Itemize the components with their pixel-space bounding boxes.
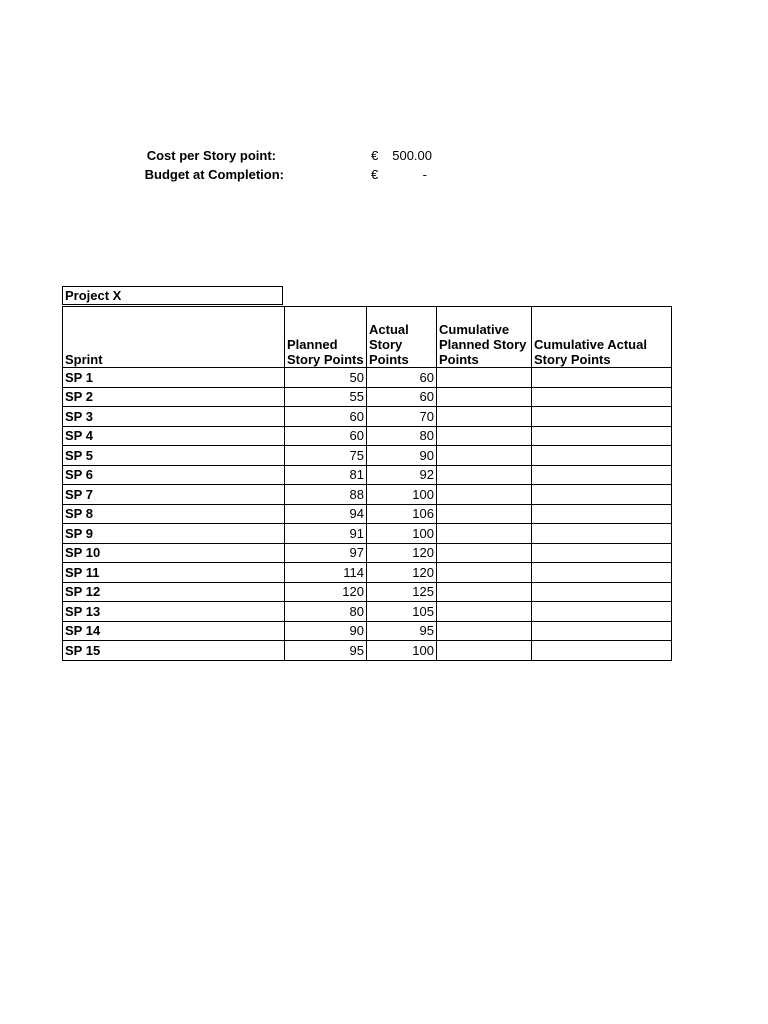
project-title-cell: Project X xyxy=(62,286,283,305)
planned-story-points-cell: 94 xyxy=(285,504,367,524)
cumulative-planned-cell xyxy=(437,446,532,466)
planned-story-points-cell: 88 xyxy=(285,485,367,505)
cumulative-actual-cell xyxy=(532,387,672,407)
sprint-cell: SP 13 xyxy=(63,602,285,622)
table-row xyxy=(63,387,672,407)
sprint-cell: SP 9 xyxy=(63,524,285,544)
planned-story-points-cell: 114 xyxy=(285,563,367,583)
table-row xyxy=(63,465,672,485)
actual-story-points-cell: 105 xyxy=(367,602,437,622)
actual-story-points-cell: 100 xyxy=(367,524,437,544)
cumulative-actual-cell xyxy=(532,446,672,466)
planned-story-points-cell: 97 xyxy=(285,543,367,563)
planned-story-points-cell: 120 xyxy=(285,582,367,602)
sprint-cell: SP 12 xyxy=(63,582,285,602)
cumulative-actual-cell xyxy=(532,563,672,583)
sprint-cell: SP 8 xyxy=(63,504,285,524)
planned-story-points-cell: 90 xyxy=(285,621,367,641)
cumulative-planned-cell xyxy=(437,621,532,641)
planned-story-points-cell: 81 xyxy=(285,465,367,485)
actual-story-points-cell: 95 xyxy=(367,621,437,641)
planned-story-points-cell: 50 xyxy=(285,368,367,388)
cumulative-planned-cell xyxy=(437,543,532,563)
table-row xyxy=(63,446,672,466)
cumulative-actual-cell xyxy=(532,641,672,661)
table-row xyxy=(63,504,672,524)
actual-story-points-cell: 106 xyxy=(367,504,437,524)
table-row xyxy=(63,582,672,602)
actual-story-points-cell: 92 xyxy=(367,465,437,485)
cumulative-actual-cell xyxy=(532,426,672,446)
sprint-cell: SP 7 xyxy=(63,485,285,505)
cumulative-planned-cell xyxy=(437,387,532,407)
cost-per-story-point-label: Cost per Story point: xyxy=(146,148,276,163)
header-cumulative-planned-story-points: Cumulative Planned Story Points xyxy=(437,307,532,368)
cost-per-story-point-value: 500.00 xyxy=(392,148,432,163)
table-row xyxy=(63,563,672,583)
header-sprint: Sprint xyxy=(63,307,285,368)
cumulative-actual-cell xyxy=(532,407,672,427)
actual-story-points-cell: 100 xyxy=(367,641,437,661)
table-row xyxy=(63,641,672,661)
cumulative-planned-cell xyxy=(437,504,532,524)
sprint-cell: SP 1 xyxy=(63,368,285,388)
sprint-cell: SP 2 xyxy=(63,387,285,407)
actual-story-points-cell: 100 xyxy=(367,485,437,505)
sprint-cell: SP 4 xyxy=(63,426,285,446)
actual-story-points-cell: 60 xyxy=(367,387,437,407)
cumulative-planned-cell xyxy=(437,641,532,661)
actual-story-points-cell: 120 xyxy=(367,543,437,563)
actual-story-points-cell: 60 xyxy=(367,368,437,388)
sprint-story-points-table xyxy=(62,306,672,661)
cumulative-planned-cell xyxy=(437,368,532,388)
table-header-row xyxy=(63,307,672,368)
budget-at-completion-value: - xyxy=(422,167,427,182)
sprint-cell: SP 11 xyxy=(63,563,285,583)
header-planned-story-points: Planned Story Points xyxy=(285,307,367,368)
table-row xyxy=(63,524,672,544)
cumulative-planned-cell xyxy=(437,602,532,622)
sprint-cell: SP 3 xyxy=(63,407,285,427)
cumulative-planned-cell xyxy=(437,465,532,485)
sprint-cell: SP 15 xyxy=(63,641,285,661)
table-row xyxy=(63,426,672,446)
sprint-cell: SP 5 xyxy=(63,446,285,466)
table-row xyxy=(63,368,672,388)
cumulative-planned-cell xyxy=(437,426,532,446)
cumulative-planned-cell xyxy=(437,524,532,544)
planned-story-points-cell: 91 xyxy=(285,524,367,544)
cumulative-planned-cell xyxy=(437,407,532,427)
planned-story-points-cell: 95 xyxy=(285,641,367,661)
planned-story-points-cell: 75 xyxy=(285,446,367,466)
cumulative-actual-cell xyxy=(532,582,672,602)
cumulative-actual-cell xyxy=(532,368,672,388)
cumulative-planned-cell xyxy=(437,563,532,583)
cumulative-actual-cell xyxy=(532,543,672,563)
cumulative-planned-cell xyxy=(437,485,532,505)
planned-story-points-cell: 55 xyxy=(285,387,367,407)
planned-story-points-cell: 60 xyxy=(285,407,367,427)
budget-currency-symbol: € xyxy=(371,167,379,182)
cumulative-actual-cell xyxy=(532,524,672,544)
sprint-cell: SP 10 xyxy=(63,543,285,563)
budget-at-completion-label: Budget at Completion: xyxy=(144,167,284,182)
planned-story-points-cell: 60 xyxy=(285,426,367,446)
table-row xyxy=(63,543,672,563)
cumulative-actual-cell xyxy=(532,485,672,505)
actual-story-points-cell: 120 xyxy=(367,563,437,583)
table-row xyxy=(63,621,672,641)
cumulative-actual-cell xyxy=(532,504,672,524)
cumulative-actual-cell xyxy=(532,465,672,485)
table-row xyxy=(63,602,672,622)
cumulative-planned-cell xyxy=(437,582,532,602)
sprint-cell: SP 6 xyxy=(63,465,285,485)
planned-story-points-cell: 80 xyxy=(285,602,367,622)
header-actual-story-points: Actual Story Points xyxy=(367,307,437,368)
cumulative-actual-cell xyxy=(532,602,672,622)
actual-story-points-cell: 90 xyxy=(367,446,437,466)
cost-currency-symbol: € xyxy=(371,148,379,163)
cumulative-actual-cell xyxy=(532,621,672,641)
actual-story-points-cell: 70 xyxy=(367,407,437,427)
actual-story-points-cell: 80 xyxy=(367,426,437,446)
sprint-cell: SP 14 xyxy=(63,621,285,641)
header-cumulative-actual-story-points: Cumulative Actual Story Points xyxy=(532,307,672,368)
actual-story-points-cell: 125 xyxy=(367,582,437,602)
table-row xyxy=(63,485,672,505)
table-row xyxy=(63,407,672,427)
